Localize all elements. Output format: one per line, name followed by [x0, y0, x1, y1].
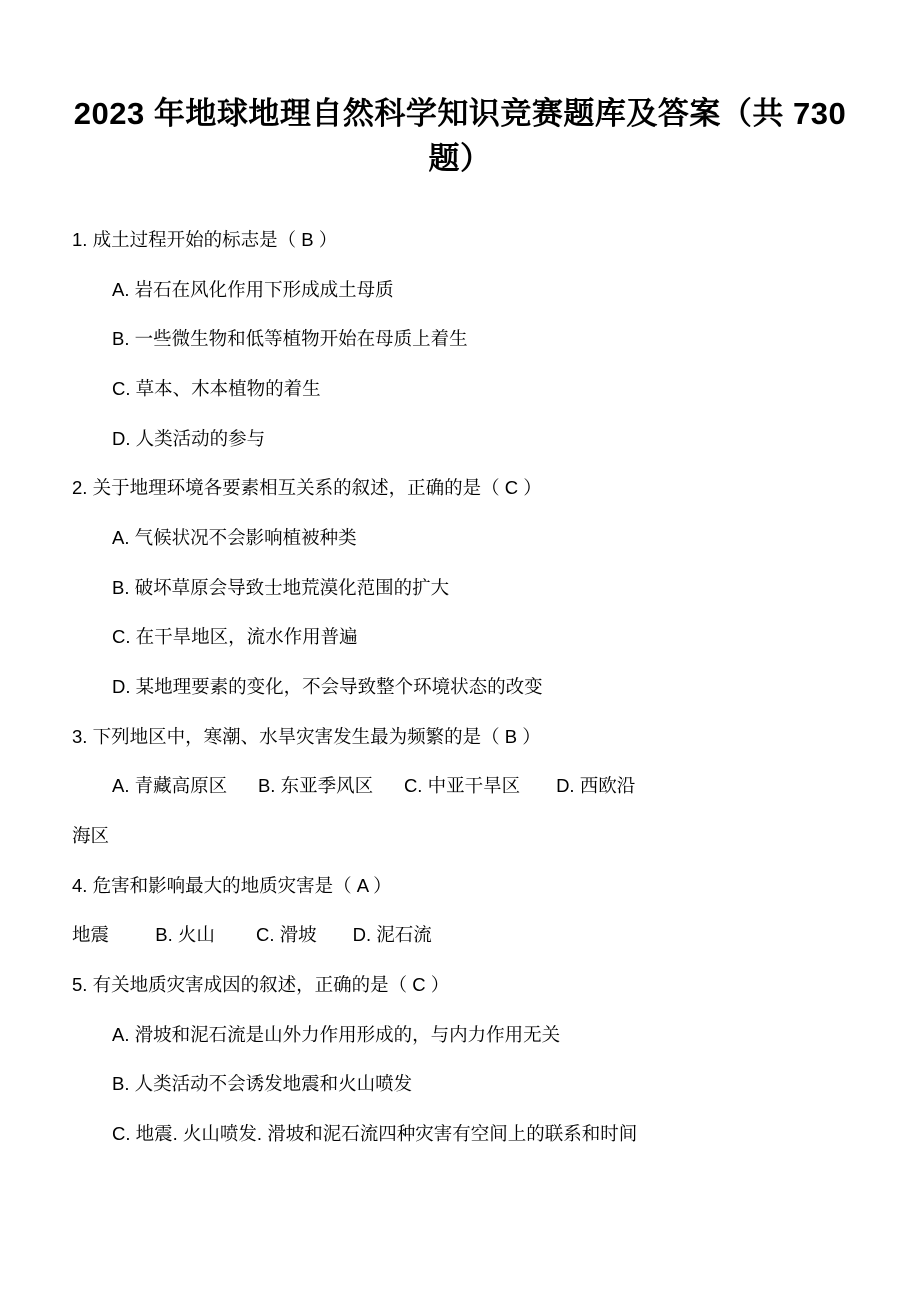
question-stem: 4. 危害和影响最大的地质灾害是（ A ） — [72, 874, 392, 896]
question-option: D. 西欧沿 — [556, 775, 636, 797]
option-gap — [227, 775, 258, 796]
question-stem: 3. 下列地区中，寒潮、水旱灾害发生最为频繁的是（ B ） — [72, 725, 541, 747]
option-gap — [317, 924, 353, 945]
question-option: A. 气候状况不会影响植被种类 — [112, 526, 357, 548]
page-title: 2023 年地球地理自然科学知识竞赛题库及答案（共 730 题） — [73, 96, 847, 176]
question-stem: 1. 成土过程开始的标志是（ B ） — [72, 228, 338, 250]
question-option: B. 火山 — [155, 924, 215, 946]
question-option: D. 泥石流 — [352, 924, 432, 946]
question-list — [64, 226, 856, 1149]
question-option-row — [64, 772, 856, 801]
option-gap — [520, 775, 556, 796]
question-option: C. 中亚干旱区 — [403, 775, 521, 797]
question-option: B. 一些微生物和低等植物开始在母质上着生 — [112, 328, 468, 350]
question-option: B. 东亚季风区 — [257, 775, 374, 797]
question-option-continuation: 海区 — [72, 824, 110, 846]
question-stem: 2. 关于地理环境各要素相互关系的叙述，正确的是（ C ） — [72, 477, 542, 499]
question-option: B. 破坏草原会导致士地荒漠化范围的扩大 — [112, 576, 450, 598]
question-option: 地震 — [72, 924, 110, 946]
question-option: C. 地震. 火山喷发. 滑坡和泥石流四种灾害有空间上的联系和时间 — [112, 1122, 638, 1144]
option-gap — [109, 924, 155, 945]
question-option: C. 在干旱地区，流水作用普遍 — [112, 626, 358, 648]
question-option: A. 青藏高原区 — [112, 775, 228, 797]
option-gap — [215, 924, 256, 945]
question-option: D. 人类活动的参与 — [112, 427, 266, 449]
option-gap — [373, 775, 404, 796]
question-option: B. 人类活动不会诱发地震和火山喷发 — [112, 1073, 413, 1095]
question-option: C. 草本、木本植物的着生 — [112, 377, 321, 399]
question-option: A. 岩石在风化作用下形成成土母质 — [112, 278, 394, 300]
question-option-row — [64, 921, 856, 950]
question-option: A. 滑坡和泥石流是山外力作用形成的，与内力作用无关 — [112, 1023, 561, 1045]
question-option: D. 某地理要素的变化，不会导致整个环境状态的改变 — [112, 675, 543, 697]
question-option: C. 滑坡 — [256, 924, 317, 946]
question-stem: 5. 有关地质灾害成因的叙述，正确的是（ C ） — [72, 973, 450, 995]
